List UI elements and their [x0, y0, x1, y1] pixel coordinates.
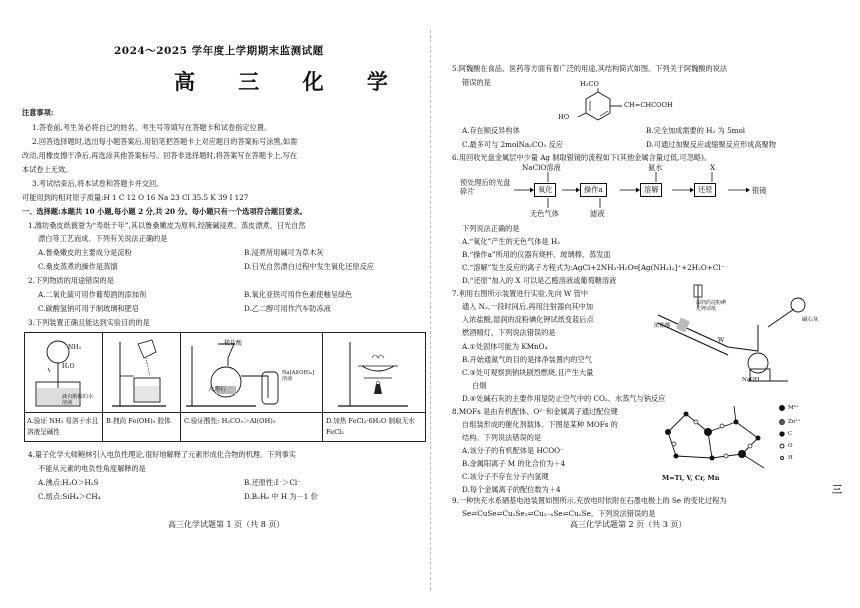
option-a: A.沸点:H₂O＞H₂S — [38, 478, 99, 487]
option-c: C.该分子不存在分子内氢键 — [462, 472, 549, 481]
option-a: A.鲁桑嫩皮的主要成分是淀粉 — [38, 248, 132, 257]
question-stem: 9.一种快充水系硒基电池装置如图所示,充放电时依附在石墨电极上的 Se 的变化过程为 — [452, 496, 727, 505]
flow-reagent-ammonia: 氨水 — [648, 163, 663, 172]
fig-label-ki-paper: 湿润的淀粉碘化钾试纸 — [696, 300, 727, 312]
option-c: C.熔点:SiH₄＞CH₄ — [38, 492, 101, 501]
exam-subject-title: 高 三 化 学 — [174, 69, 406, 94]
option-a: A.存在顺反异构体 — [462, 126, 520, 135]
option-b: B.完全加成需要的 H₂ 为 5mol — [646, 126, 746, 135]
edge-mark: 三 — [832, 485, 842, 496]
struct-chain: CH=CHCOOH — [624, 101, 673, 109]
q3-caption-c: C.验证酸性: H₂CO₃＞Al(OH)₃ — [184, 417, 276, 425]
q3-caption-b: B.拽尚 Fe(OH)₃ 胶体 — [106, 417, 171, 425]
option-a: A.“氧化”产生的无色气体是 H₂ — [462, 237, 561, 246]
option-b: B.金属阳离子 M 的化合价为＋4 — [462, 459, 566, 468]
divider — [180, 332, 181, 441]
option-b: B.浸煮所用碱可为草木灰 — [244, 248, 324, 257]
metal-note: M=Ti, V, Cr, Mn — [662, 474, 720, 482]
option-d: D.日光自然漂白过程中发生氧化还原反应 — [244, 262, 374, 271]
question-stem: 2.下列物质的用途错误的是 — [28, 276, 114, 285]
struct-ho: HO — [558, 113, 570, 121]
question-stem: 错误的是 — [462, 78, 491, 87]
option-b: B.氧化亚铁可用作色素使釉呈绿色 — [244, 290, 353, 299]
legend-m: M⁴⁺ — [788, 405, 799, 411]
divider — [24, 412, 425, 413]
question-stem: 5.阿魏酸在食品、医药等方面有着广泛的用途,其结构简式如图。下列关于阿魏酸的说法 — [452, 64, 728, 73]
option-b: B.“操作a”所用的仪器有烧杯、玻璃棒、蒸发皿 — [462, 250, 611, 259]
page-divider — [430, 30, 431, 590]
divider — [102, 332, 103, 441]
flow-filtrate: 滤液 — [590, 209, 605, 218]
option-a: A.二氧化硫可用作葡萄酒的添加剂 — [38, 290, 147, 299]
fig-label-dilute-hcl: 稀盐酸 — [224, 340, 243, 347]
atomic-masses: 可能用到的相对原子质量:H 1 C 12 O 16 Na 23 Cl 35.5 K 39 I 127 — [22, 193, 249, 202]
option-c: C.桑皮蒸煮的操作是蒸馏 — [38, 262, 118, 271]
flow-step-dissolve: 溶解 — [640, 183, 662, 197]
option-c: C.③处可观察到钠块剧烈燃烧,且产生大量 — [462, 368, 594, 377]
page-footer: 高三化学试题第 1 页（共 8 页） — [168, 520, 285, 529]
exam-page-2 — [450, 0, 842, 608]
question-stem: 6.用回收光盘金属层中少量 Ag 制取银镜的流程如下(其他金属含量过低,可忽略)。 — [452, 153, 712, 162]
question-stem: 燃酒精灯。下列说法错误的是 — [462, 328, 556, 337]
q3-caption-d: D.加热 FeCl₂·6H₂O 制取无水 FeCl₂ — [326, 417, 415, 436]
fig-label-h2o: H₂O — [62, 363, 75, 370]
flow-step-reduce: 还原 — [694, 183, 716, 197]
ferulic-acid-structure — [568, 88, 628, 124]
option-c-cont: 白烟 — [472, 381, 487, 390]
question-stem: 入浓盐酸,湿润的淀粉碘化钾试纸变蓝后点 — [462, 315, 594, 324]
option-a: A.①处固体可能为 KMnO₄ — [462, 342, 548, 351]
option-d: D.每个金属离子的配位数为＋4 — [462, 485, 561, 494]
question-stem: 7.利用右图所示装置进行实验,先向 W 管中 — [452, 289, 589, 298]
option-c: C.碳酸氢钠可用于制玻璃和肥皂 — [38, 304, 139, 313]
option-d: D.乙二醇可用作汽车防冻液 — [244, 304, 331, 313]
question-stem: 8.MOFs 是由有机配体、O²⁻和金属离子通过配位键 — [452, 407, 618, 416]
apparatus-d-drawing — [328, 336, 420, 410]
option-d: D.“还原”加入的 X 可以是乙醛溶液或葡萄糖溶液 — [462, 276, 617, 285]
fig-label-marble: 大理石 — [208, 386, 227, 393]
fig-label-conc-hcl: 浓盐酸 — [654, 323, 671, 329]
notice-line: 2.回答选择题时,选出每小题答案后,用铅笔把答题卡上对应题目的答案标号涂黑,如需 — [32, 137, 298, 146]
legend-c: C — [788, 431, 793, 437]
fig-label-naoh: NaOH — [742, 377, 760, 383]
option-b: B.还原性:I⁻＞Cl⁻ — [244, 478, 301, 487]
question-stem: 4.量子化学大师鲍林引入电负性理论,很好地解释了元素形成化合物的机理。下列事实 — [28, 450, 296, 459]
notice-line: 3.考试结束后,将本试卷和答题卡并交回。 — [32, 179, 164, 188]
fig-label-soda-lime: 碱石灰 — [802, 317, 819, 323]
question-stem: 通入 N₂,一段时间后,再用注射器向其中加 — [462, 302, 594, 311]
flow-reagent-x: X — [710, 163, 716, 172]
exam-title-year: 2024～2025 学年度上学期期末监测试题 — [114, 45, 324, 57]
flow-start: 预处理后的光盘碎片 — [460, 178, 511, 196]
option-c: C.最多可与 2molNa₂CO₃ 反应 — [462, 140, 563, 149]
mof-structure-drawing — [646, 402, 796, 480]
legend-o: O — [788, 443, 793, 449]
struct-och3: H₃CO — [580, 80, 599, 88]
notice-line: 本试卷上无效。 — [22, 165, 73, 174]
exam-page-1 — [18, 0, 426, 608]
fig-label-aluminate: Na[Al(OH)₄]溶液 — [282, 370, 314, 382]
option-a: A.该分子的有机配体是 HCOO⁻ — [462, 446, 564, 455]
fig-label-w: W — [718, 337, 725, 344]
notice-line: 改动,用橡皮擦干净后,再选涂其他答案标号。回答非选择题时,将答案写在答题卡上,写在 — [22, 151, 298, 160]
legend-zn: Zn²⁺ — [788, 419, 801, 425]
question-stem: Se⇌CuSe⇌Cu₂Se₃⇌Cu₂₋ₓSe⇌Cu₂Se。下列说法错误的是 — [462, 509, 656, 518]
q3-caption-a: A.验证 NH₃ 易溶于水且溶液呈碱性 — [27, 417, 99, 436]
section-heading: 一、选择题:本题共 10 小题,每小题 2 分,共 20 分。每小题只有一个选项符合题目要求。 — [22, 207, 307, 216]
fig-label-nh3: NH₃ — [68, 344, 81, 351]
option-b: B.开始通氮气的目的是排净装置内的空气 — [462, 355, 592, 364]
q7-apparatus-drawing — [638, 285, 838, 385]
notice-line: 1.答卷前,考生务必将自己的姓名、考生号等填写在答题卡和试卷指定位置。 — [32, 123, 272, 132]
flow-step-op-a: 操作a — [580, 183, 607, 197]
fig-label-water-phenol: 滴有酚酞的水溶液 — [62, 394, 94, 406]
option-c: C.“溶解”发生反应的离子方程式为:AgCl+2NH₃·H₂O═[Ag(NH₃)₂]⁺+2H₂O+Cl⁻ — [462, 263, 725, 272]
question-stem: 1.潍坊桑皮纸被誉为“寿纸千年”,其以鲁桑嫩皮为原料,经腌碱浸煮、蒸皮漂煮、日光自然 — [28, 221, 306, 230]
option-d: D.可通过加聚反应或缩聚反应形成高聚物 — [646, 140, 776, 149]
legend-h: H — [788, 455, 793, 461]
question-prompt: 下列说法正确的是 — [462, 224, 520, 233]
question-stem: 3.下列装置正确且能达到实验目的的是 — [28, 318, 150, 327]
page-footer: 高三化学试题第 2 页（共 3 页） — [570, 520, 687, 529]
question-stem: 结构。下列说法错误的是 — [462, 433, 542, 442]
flow-reagent-naclo: NaClO溶液 — [522, 163, 561, 172]
flow-gas: 无色气体 — [530, 209, 559, 218]
question-stem: 自组装形成的催化剂载体。下图是某种 MOFs 的 — [462, 420, 618, 429]
option-d: D.B₂H₆ 中 H 为－1 价 — [244, 492, 318, 501]
flow-step-oxidize: 氧化 — [534, 183, 556, 197]
option-d: D.④处碱石灰的主要作用是防止空气中的 CO₂、水蒸气与钠反应 — [462, 394, 666, 403]
divider — [322, 332, 323, 441]
flow-product: 银镜 — [752, 186, 767, 195]
question-stem: 不能从元素的电负性角度解释的是 — [38, 464, 146, 473]
apparatus-b-drawing — [108, 336, 178, 410]
notice-heading: 注意事项: — [22, 108, 54, 117]
question-stem: 漂白等工艺而成。下列有关说法正确的是 — [38, 234, 168, 243]
